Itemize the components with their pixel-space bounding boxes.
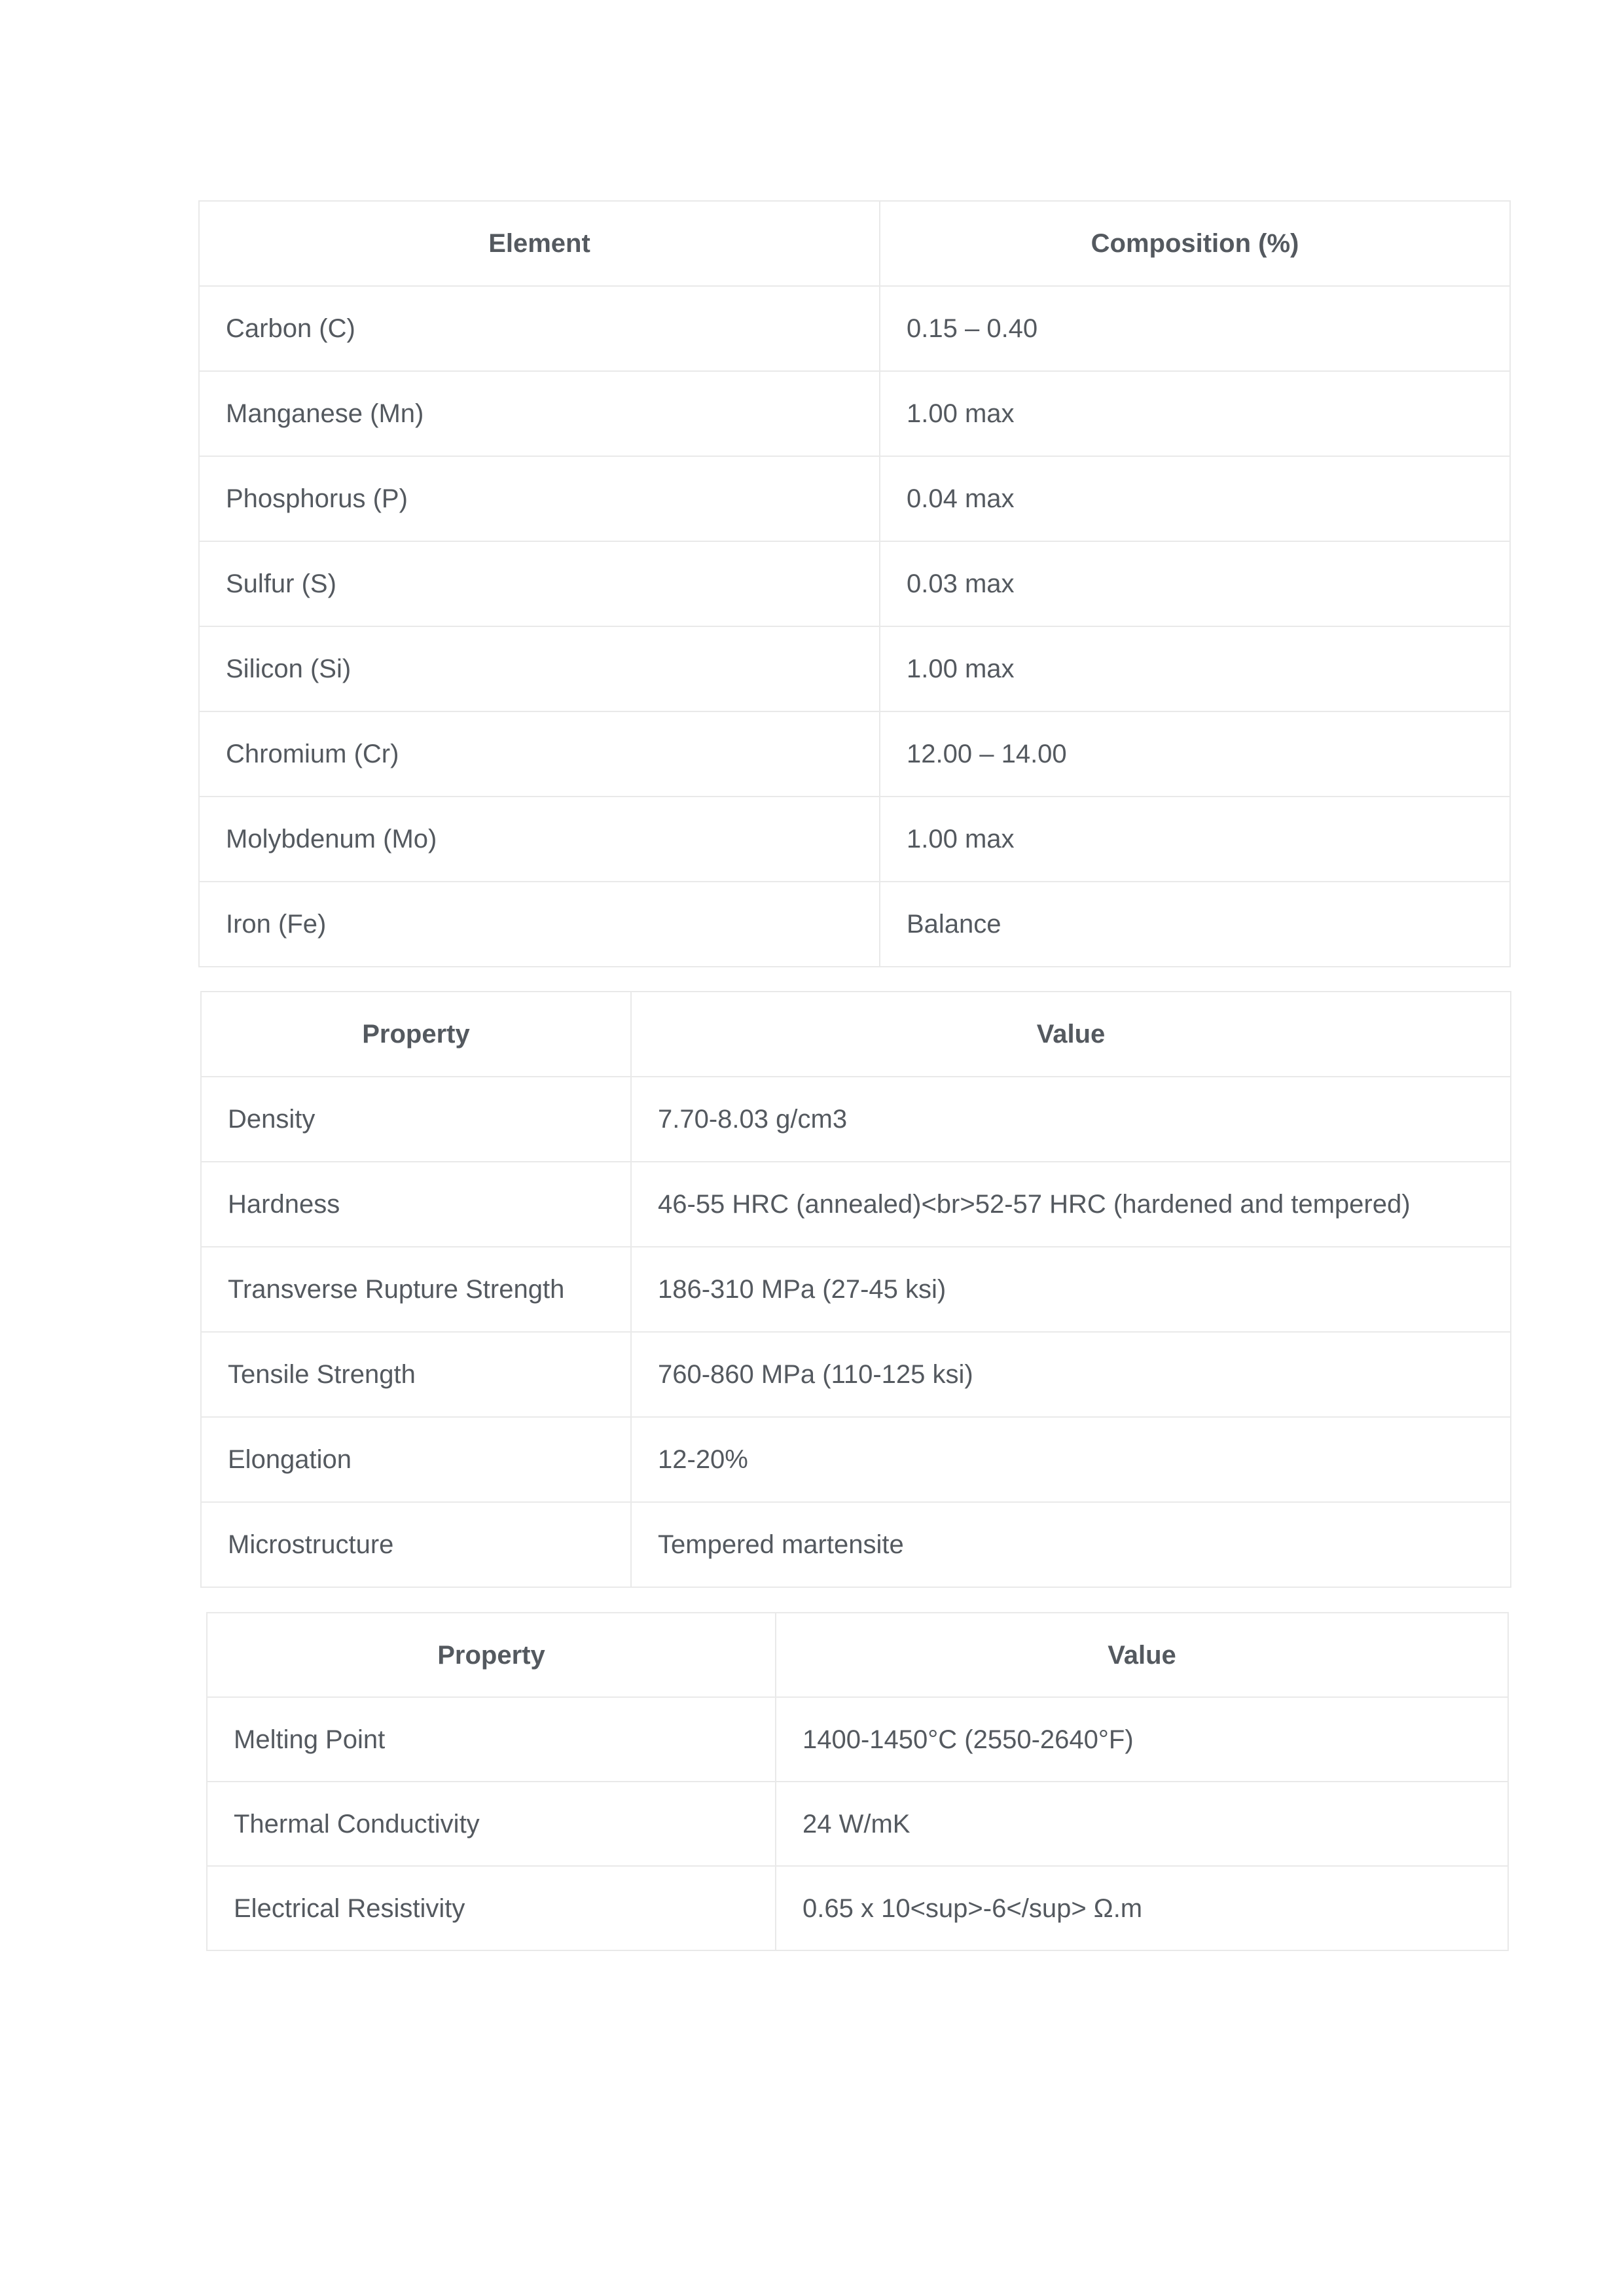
element-cell: Chromium (Cr) xyxy=(199,711,880,797)
property-cell: Thermal Conductivity xyxy=(207,1782,776,1866)
property-cell: Hardness xyxy=(201,1162,631,1247)
table-header-row xyxy=(201,992,1511,1077)
element-cell: Silicon (Si) xyxy=(199,626,880,711)
composition-cell: 12.00 – 14.00 xyxy=(880,711,1510,797)
column-header-value: Value xyxy=(776,1613,1508,1697)
composition-cell: 1.00 max xyxy=(880,797,1510,882)
table-row xyxy=(201,1247,1511,1332)
table-row xyxy=(199,711,1510,797)
value-cell: 0.65 x 10<sup>-6</sup> Ω.m xyxy=(776,1866,1508,1950)
table-row xyxy=(207,1866,1508,1950)
table-row xyxy=(201,1077,1511,1162)
element-cell: Manganese (Mn) xyxy=(199,371,880,456)
element-cell: Phosphorus (P) xyxy=(199,456,880,541)
table-row xyxy=(207,1697,1508,1782)
table-row xyxy=(207,1782,1508,1866)
composition-cell: 0.15 – 0.40 xyxy=(880,286,1510,371)
table-row xyxy=(199,286,1510,371)
column-header-property: Property xyxy=(201,992,631,1077)
composition-cell: Balance xyxy=(880,882,1510,967)
composition-cell: 1.00 max xyxy=(880,626,1510,711)
property-cell: Elongation xyxy=(201,1417,631,1502)
property-cell: Melting Point xyxy=(207,1697,776,1782)
value-cell: 12-20% xyxy=(631,1417,1511,1502)
column-header-property: Property xyxy=(207,1613,776,1697)
element-cell: Sulfur (S) xyxy=(199,541,880,626)
composition-table xyxy=(198,200,1511,967)
value-cell: 7.70-8.03 g/cm3 xyxy=(631,1077,1511,1162)
table-row xyxy=(201,1417,1511,1502)
composition-cell: 0.04 max xyxy=(880,456,1510,541)
element-cell: Iron (Fe) xyxy=(199,882,880,967)
value-cell: 1400-1450°C (2550-2640°F) xyxy=(776,1697,1508,1782)
element-cell: Molybdenum (Mo) xyxy=(199,797,880,882)
property-cell: Transverse Rupture Strength xyxy=(201,1247,631,1332)
physical-properties-table xyxy=(206,1612,1509,1951)
table-row xyxy=(199,626,1510,711)
value-cell: Tempered martensite xyxy=(631,1502,1511,1587)
table-header-row xyxy=(207,1613,1508,1697)
property-cell: Density xyxy=(201,1077,631,1162)
value-cell: 760-860 MPa (110-125 ksi) xyxy=(631,1332,1511,1417)
column-header-element: Element xyxy=(199,201,880,286)
table-row xyxy=(199,456,1510,541)
table-header-row xyxy=(199,201,1510,286)
table-row xyxy=(199,541,1510,626)
table-row xyxy=(199,371,1510,456)
element-cell: Carbon (C) xyxy=(199,286,880,371)
table-row xyxy=(199,882,1510,967)
table-row xyxy=(201,1162,1511,1247)
value-cell: 46-55 HRC (annealed)<br>52-57 HRC (hardened and tempered) xyxy=(631,1162,1511,1247)
table-row xyxy=(201,1502,1511,1587)
value-cell: 186-310 MPa (27-45 ksi) xyxy=(631,1247,1511,1332)
mechanical-properties-table xyxy=(200,991,1511,1588)
composition-cell: 0.03 max xyxy=(880,541,1510,626)
property-cell: Electrical Resistivity xyxy=(207,1866,776,1950)
table-row xyxy=(199,797,1510,882)
value-cell: 24 W/mK xyxy=(776,1782,1508,1866)
column-header-value: Value xyxy=(631,992,1511,1077)
property-cell: Tensile Strength xyxy=(201,1332,631,1417)
composition-cell: 1.00 max xyxy=(880,371,1510,456)
property-cell: Microstructure xyxy=(201,1502,631,1587)
column-header-composition: Composition (%) xyxy=(880,201,1510,286)
table-row xyxy=(201,1332,1511,1417)
